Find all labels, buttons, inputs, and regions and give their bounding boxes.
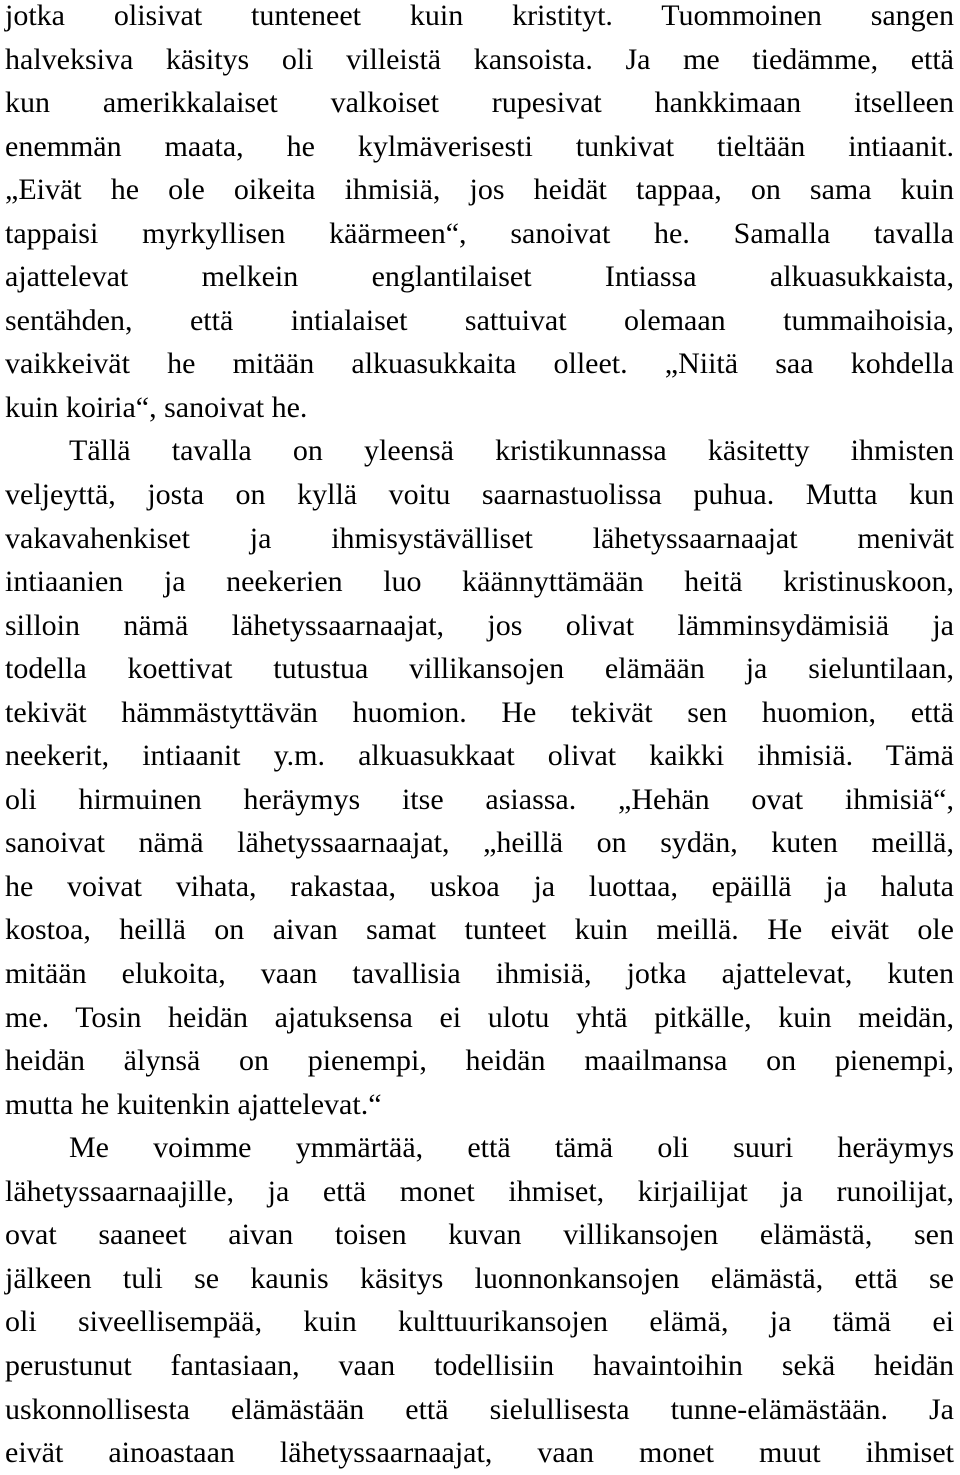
text-line: kun amerikkalaiset valkoiset rupesivat hankkimaan itselleen [5, 86, 954, 120]
text-line: mitään elukoita, vaan tavallisia ihmisiä, jotka ajattelevat, kuten [5, 957, 954, 991]
text-line: Me voimme ymmärtää, että tämä oli suuri heräymys [69, 1131, 954, 1165]
text-line: me. Tosin heidän ajatuksensa ei ulotu yhtä pitkälle, kuin meidän, [5, 1000, 954, 1034]
text-line: halveksiva käsitys oli villeistä kansoista. Ja me tiedämme, että [5, 42, 954, 76]
text-line: uskonnollisesta elämästään että sielullisesta tunne-elämästään. Ja [5, 1392, 954, 1426]
paragraph-1 [5, 0, 954, 429]
body-text [5, 0, 954, 1475]
text-line: heidän älynsä on pienempi, heidän maailmansa on pienempi, [5, 1044, 954, 1078]
text-line: lähetyssaarnaajille, ja että monet ihmiset, kirjailijat ja runoilijat, [5, 1174, 954, 1208]
text-line: ovat saaneet aivan toisen kuvan villikansojen elämästä, sen [5, 1218, 954, 1252]
text-line: enemmän maata, he kylmäverisesti tunkivat tieltään intiaanit. [5, 129, 954, 163]
text-line: neekerit, intiaanit y.m. alkuasukkaat olivat kaikki ihmisiä. Tämä [5, 739, 954, 773]
text-line: kostoa, heillä on aivan samat tunteet kuin meillä. He eivät ole [5, 913, 954, 947]
text-line: perustunut fantasiaan, vaan todellisiin havaintoihin sekä heidän [5, 1348, 954, 1382]
paragraph-3 [5, 1126, 954, 1474]
text-line: intiaanien ja neekerien luo käännyttämään heitä kristinuskoon, [5, 565, 954, 599]
text-line: ajattelevat melkein englantilaiset Intiassa alkuasukkaista, [5, 260, 954, 294]
text-line: oli siveellisempää, kuin kulttuurikansojen elämä, ja tämä ei [5, 1305, 954, 1339]
text-line: vaikkeivät he mitään alkuasukkaita olleet. „Niitä saa kohdella [5, 347, 954, 381]
text-line: jotka olisivat tunteneet kuin kristityt. Tuommoinen sangen [5, 0, 954, 32]
text-line: he voivat vihata, rakastaa, uskoa ja luottaa, epäillä ja haluta [5, 869, 954, 903]
paragraph-2 [5, 429, 954, 1126]
text-line: veljeyttä, josta on kyllä voitu saarnastuolissa puhua. Mutta kun [5, 478, 954, 512]
text-line: kuin koiria“, sanoivat he. [5, 390, 308, 424]
text-line: sentähden, että intialaiset sattuivat olemaan tummaihoisia, [5, 303, 954, 337]
text-line: silloin nämä lähetyssaarnaajat, jos olivat lämminsydämisiä ja [5, 608, 954, 642]
text-line: vakavahenkiset ja ihmisystävälliset lähetyssaarnaajat menivät [5, 521, 954, 555]
text-line: sanoivat nämä lähetyssaarnaajat, „heillä on sydän, kuten meillä, [5, 826, 954, 860]
text-line: jälkeen tuli se kaunis käsitys luonnonkansojen elämästä, että se [5, 1261, 954, 1295]
text-line: mutta he kuitenkin ajattelevat.“ [5, 1087, 382, 1121]
text-line: Tällä tavalla on yleensä kristikunnassa käsitetty ihmisten [69, 434, 954, 468]
text-line: tappaisi myrkyllisen käärmeen“, sanoivat he. Samalla tavalla [5, 216, 954, 250]
text-line: „Eivät he ole oikeita ihmisiä, jos heidät tappaa, on sama kuin [5, 173, 954, 207]
text-line: eivät ainoastaan lähetyssaarnaajat, vaan monet muut ihmiset [5, 1436, 954, 1470]
text-line: oli hirmuinen heräymys itse asiassa. „Hehän ovat ihmisiä“, [5, 782, 954, 816]
text-line: tekivät hämmästyttävän huomion. He tekivät sen huomion, että [5, 695, 954, 729]
text-line: todella koettivat tutustua villikansojen elämään ja sieluntilaan, [5, 652, 954, 686]
